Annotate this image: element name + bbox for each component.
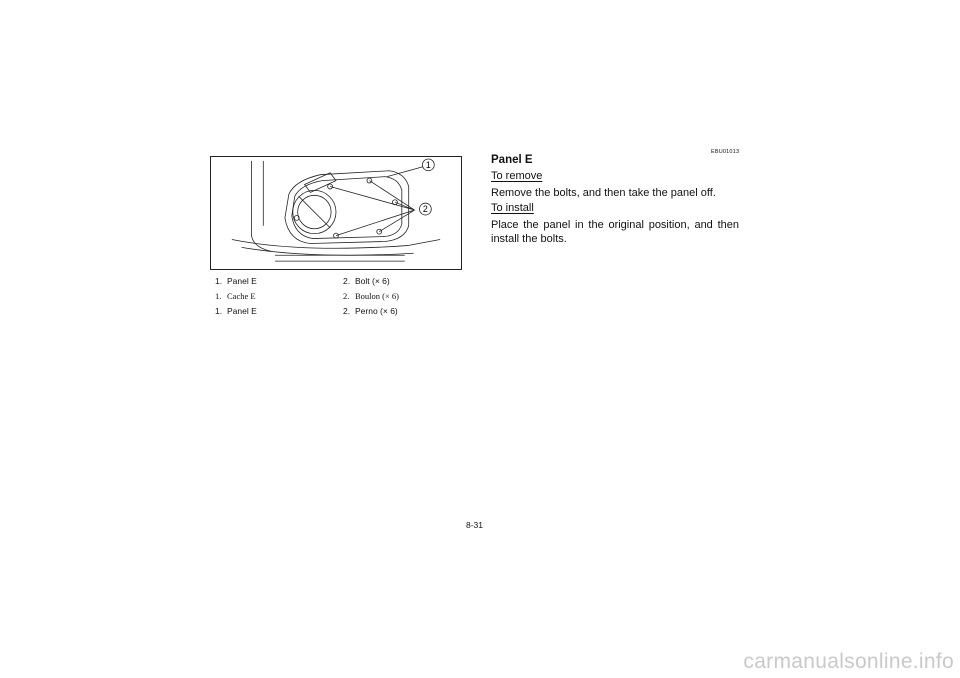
legend-number: 2. <box>343 291 350 301</box>
callout-1: 1 <box>425 159 431 170</box>
legend-row-english <box>215 276 390 286</box>
section-code: EBU01013 <box>711 149 740 155</box>
legend-number: 1. <box>215 276 223 286</box>
panel-e-illustration <box>210 156 462 270</box>
install-subheading: To install <box>491 202 534 214</box>
install-instructions: Place the panel in the original position, and then install the bolts. <box>491 219 739 245</box>
remove-subheading: To remove <box>491 170 543 182</box>
legend-number: 1. <box>215 291 222 301</box>
remove-instructions: Remove the bolts, and then take the panel off. <box>491 187 716 199</box>
callout-2: 2 <box>422 204 428 215</box>
legend-label: Panel E <box>227 276 257 286</box>
legend-row-spanish <box>215 306 398 316</box>
legend-label: Cache E <box>227 291 256 301</box>
legend-label: Boulon (× 6) <box>355 291 399 301</box>
legend-number: 2. <box>343 306 351 316</box>
legend-number: 2. <box>343 276 351 286</box>
page-number: 8-31 <box>466 520 484 530</box>
legend-label: Perno (× 6) <box>355 306 398 316</box>
section-heading: Panel E <box>491 154 533 166</box>
watermark: carmanualsonline.info <box>743 650 954 673</box>
legend-number: 1. <box>215 306 223 316</box>
legend-label: Bolt (× 6) <box>355 276 390 286</box>
legend-row-french <box>215 291 399 301</box>
legend-label: Panel E <box>227 306 257 316</box>
